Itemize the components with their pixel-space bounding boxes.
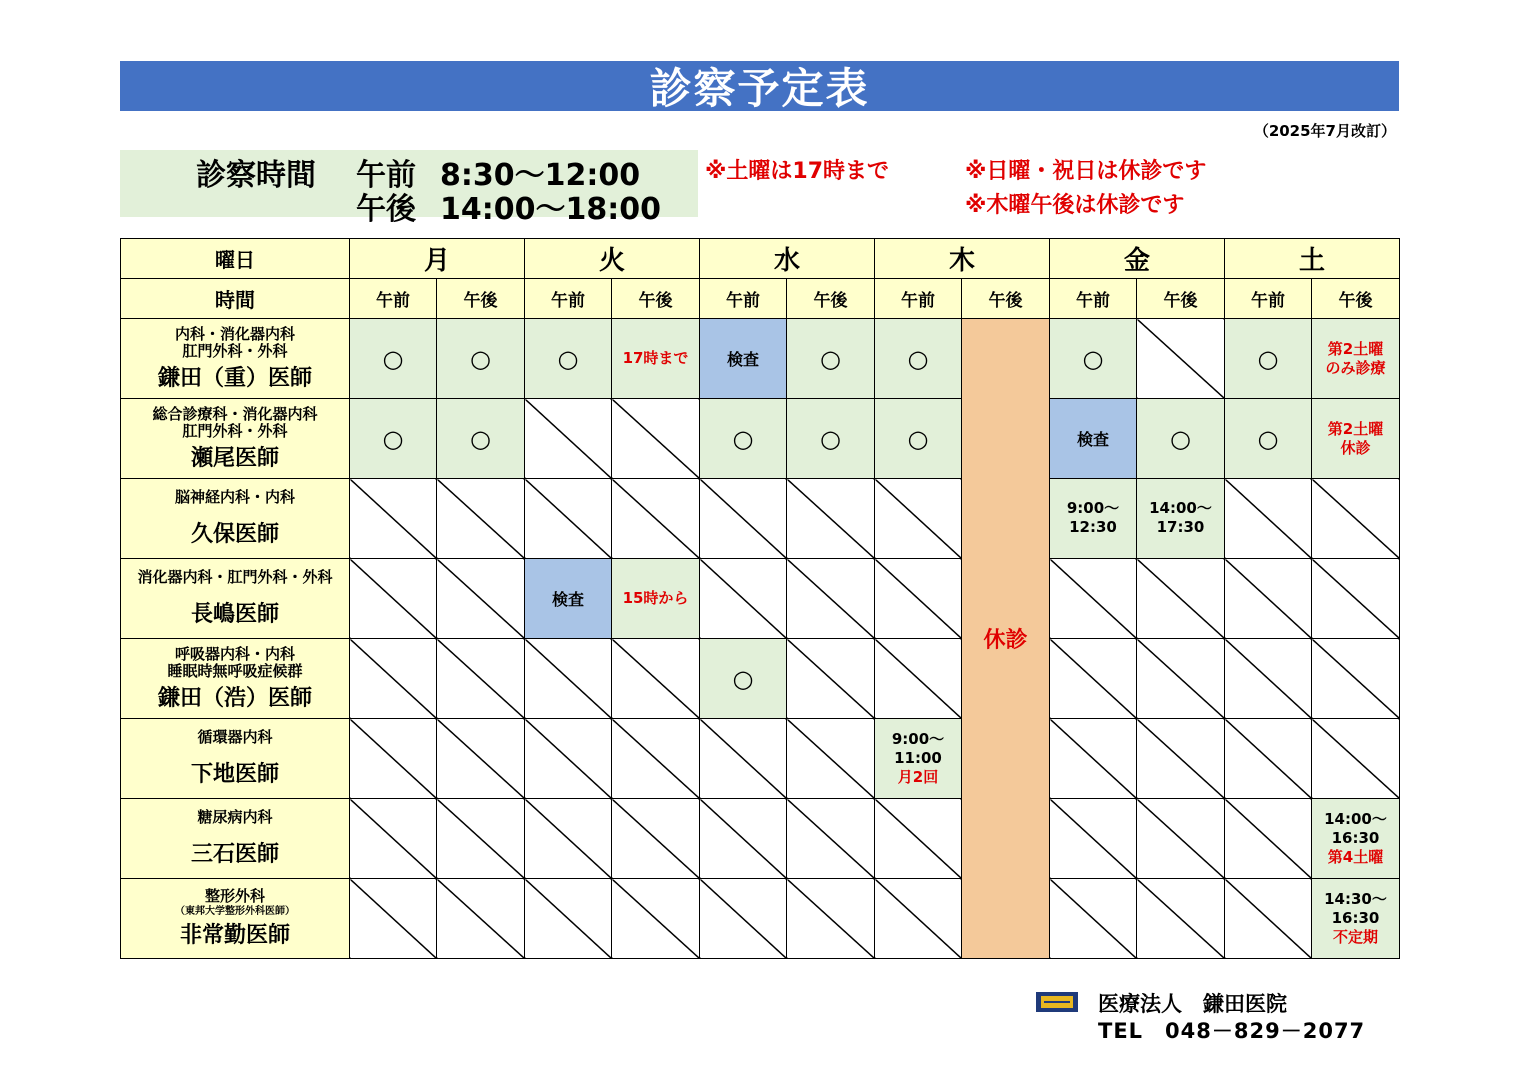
- slot-available: ○: [787, 319, 875, 399]
- day-mon: 月: [350, 239, 525, 279]
- doctor-cell: [121, 399, 350, 479]
- slot-none: [437, 479, 525, 559]
- doctor-name: 久保医師: [190, 522, 279, 548]
- doctor-dept: 肛門外科・外科: [182, 421, 288, 440]
- slot-none: [1312, 479, 1400, 559]
- doctor-dept: 糖尿病内科: [197, 808, 273, 827]
- note-line: 14:00〜: [1149, 499, 1212, 517]
- note-line: 16:30: [1331, 829, 1380, 848]
- slot-available: ○: [437, 319, 525, 399]
- doctor-cell: [121, 639, 350, 719]
- slot-none: [437, 879, 525, 959]
- slot-available: ○: [437, 399, 525, 479]
- slot-none: [612, 639, 700, 719]
- note-line: 第4土曜: [1327, 847, 1384, 866]
- slot-none: [1312, 719, 1400, 799]
- doctor-dept: 消化器内科・肛門外科・外科: [137, 568, 333, 587]
- revision-date: （2025年7月改訂）: [1253, 122, 1396, 140]
- doctor-name: 鎌田（重）医師: [157, 366, 312, 392]
- slot-none: [525, 479, 612, 559]
- note-line: のみ診療: [1325, 358, 1386, 377]
- note-line: 14:30〜: [1324, 890, 1387, 909]
- day-tue: 火: [525, 239, 700, 279]
- slot-available: ○: [1225, 319, 1312, 399]
- slot-none: [1137, 559, 1225, 639]
- slot-note: [1312, 319, 1400, 399]
- doctor-cell: [121, 799, 350, 879]
- doctor-name: 瀬尾医師: [190, 446, 279, 472]
- note-line: 12:30: [1069, 517, 1117, 536]
- slot-none: [1137, 319, 1225, 399]
- slot-none: [1050, 639, 1137, 719]
- doctor-dept: 呼吸器内科・内科: [174, 644, 295, 663]
- slot-none: [437, 559, 525, 639]
- day-header: 曜日: [121, 239, 350, 279]
- doctor-name: 長嶋医師: [190, 602, 279, 628]
- doctor-dept: 循環器内科: [197, 728, 273, 747]
- sat-pm-header: 午後: [1312, 279, 1400, 319]
- am-time: 8:30〜12:00: [440, 158, 641, 193]
- slot-none: [525, 399, 612, 479]
- slot-note: 15時から: [612, 559, 700, 639]
- notice-sunday: ※日曜・祝日は休診です: [965, 159, 1207, 184]
- doctor-name: 鎌田（浩）医師: [157, 686, 312, 712]
- thu-pm-header: 午後: [962, 279, 1050, 319]
- slot-none: [1225, 799, 1312, 879]
- thu-am-header: 午前: [875, 279, 962, 319]
- doctor-dept: 総合診療科・消化器内科: [152, 404, 318, 423]
- doctor-cell: [121, 879, 350, 959]
- schedule-table: [120, 238, 1400, 959]
- note-line: 不定期: [1332, 927, 1378, 946]
- fri-am-header: 午前: [1050, 279, 1137, 319]
- slot-available: ○: [1225, 399, 1312, 479]
- slot-none: [1137, 639, 1225, 719]
- slot-none: [1050, 799, 1137, 879]
- fri-pm-header: 午後: [1137, 279, 1225, 319]
- slot-none: [787, 879, 875, 959]
- slot-note: [1137, 479, 1225, 559]
- slot-exam: 検査: [525, 559, 612, 639]
- slot-none: [1312, 559, 1400, 639]
- slot-none: [1225, 719, 1312, 799]
- note-line: 第2土曜: [1327, 419, 1384, 438]
- doctor-name: 下地医師: [190, 762, 279, 788]
- slot-none: [525, 719, 612, 799]
- clinic-name: 医療法人 鎌田医院: [1098, 992, 1287, 1016]
- slot-none: [525, 879, 612, 959]
- slot-none: [612, 719, 700, 799]
- slot-available: ○: [1137, 399, 1225, 479]
- slot-exam: 検査: [1050, 399, 1137, 479]
- slot-none: [437, 639, 525, 719]
- slot-none: [350, 639, 437, 719]
- slot-note: [1312, 399, 1400, 479]
- doctor-dept: 肛門外科・外科: [182, 341, 288, 360]
- doctor-cell: [121, 479, 350, 559]
- slot-available: ○: [700, 399, 787, 479]
- slot-note: [875, 719, 962, 799]
- slot-available: ○: [787, 399, 875, 479]
- slot-available: ○: [525, 319, 612, 399]
- mon-am-header: 午前: [350, 279, 437, 319]
- wed-pm-header: 午後: [787, 279, 875, 319]
- slot-available: ○: [875, 399, 962, 479]
- wed-am-header: 午前: [700, 279, 787, 319]
- slot-none: [350, 559, 437, 639]
- slot-none: [1137, 879, 1225, 959]
- notice-saturday: ※土曜は17時まで: [705, 159, 890, 184]
- slot-none: [612, 399, 700, 479]
- doctor-dept: 脳神経内科・内科: [174, 488, 295, 507]
- note-line: 9:00〜: [891, 730, 945, 749]
- sat-am-header: 午前: [1225, 279, 1312, 319]
- day-fri: 金: [1050, 239, 1225, 279]
- doctor-dept: 睡眠時無呼吸症候群: [167, 661, 303, 680]
- slot-none: [350, 719, 437, 799]
- slot-none: [1225, 639, 1312, 719]
- slot-none: [700, 479, 787, 559]
- slot-none: [787, 799, 875, 879]
- slot-available: ○: [875, 319, 962, 399]
- slot-note: [1312, 879, 1400, 959]
- notice-thursday: ※木曜午後は休診です: [965, 193, 1185, 218]
- slot-none: [1050, 559, 1137, 639]
- slot-none: [1050, 719, 1137, 799]
- slot-none: [1225, 879, 1312, 959]
- tue-am-header: 午前: [525, 279, 612, 319]
- note-line: 第2土曜: [1327, 339, 1384, 358]
- note-line: 月2回: [897, 767, 939, 786]
- slot-none: [612, 879, 700, 959]
- doctor-dept: 整形外科: [204, 887, 265, 906]
- thursday-closed: 休診: [962, 319, 1050, 959]
- clinic-tel: TEL 048－829－2077: [1098, 1019, 1366, 1043]
- am-label: 午前: [356, 158, 416, 193]
- slot-none: [437, 799, 525, 879]
- doctor-cell: [121, 719, 350, 799]
- doctor-name: 三石医師: [190, 842, 279, 868]
- note-line: 11:00: [894, 749, 942, 768]
- slot-available: ○: [350, 319, 437, 399]
- note-line: 9:00〜: [1066, 499, 1120, 517]
- slot-none: [700, 559, 787, 639]
- slot-none: [875, 879, 962, 959]
- pm-label: 午後: [356, 192, 416, 227]
- clinic-logo-icon: [1036, 992, 1078, 1012]
- slot-exam: 検査: [700, 319, 787, 399]
- doctor-cell: [121, 559, 350, 639]
- doctor-dept: 内科・消化器内科: [174, 324, 295, 343]
- slot-note: 17時まで: [612, 319, 700, 399]
- day-sat: 土: [1225, 239, 1400, 279]
- slot-none: [1050, 879, 1137, 959]
- page-title: 診察予定表: [120, 61, 1399, 111]
- slot-none: [787, 559, 875, 639]
- slot-none: [437, 719, 525, 799]
- slot-available: ○: [350, 399, 437, 479]
- slot-none: [612, 479, 700, 559]
- slot-none: [787, 719, 875, 799]
- hours-label: 診察時間: [196, 158, 316, 193]
- slot-none: [875, 559, 962, 639]
- slot-none: [787, 479, 875, 559]
- slot-none: [1312, 639, 1400, 719]
- slot-none: [1137, 799, 1225, 879]
- slot-none: [700, 719, 787, 799]
- slot-none: [525, 639, 612, 719]
- slot-none: [875, 639, 962, 719]
- hours-box: [120, 150, 698, 227]
- slot-none: [700, 879, 787, 959]
- slot-available: ○: [1050, 319, 1137, 399]
- doctor-cell: [121, 319, 350, 399]
- slot-none: [350, 799, 437, 879]
- slot-none: [875, 799, 962, 879]
- slot-none: [700, 799, 787, 879]
- slot-none: [350, 479, 437, 559]
- note-line: 16:30: [1331, 909, 1380, 928]
- day-wed: 水: [700, 239, 875, 279]
- slot-none: [1137, 719, 1225, 799]
- doctor-name: 非常勤医師: [179, 923, 290, 949]
- slot-none: [350, 879, 437, 959]
- doctor-dept: （東邦大学整形外科医師）: [175, 905, 295, 917]
- note-line: 14:00〜: [1324, 810, 1387, 829]
- slot-note: [1050, 479, 1137, 559]
- slot-none: [525, 799, 612, 879]
- pm-time: 14:00〜18:00: [440, 192, 661, 227]
- slot-none: [787, 639, 875, 719]
- slot-none: [875, 479, 962, 559]
- note-line: 休診: [1340, 438, 1371, 457]
- mon-pm-header: 午後: [437, 279, 525, 319]
- tue-pm-header: 午後: [612, 279, 700, 319]
- note-line: 17:30: [1156, 517, 1205, 536]
- day-thu: 木: [875, 239, 1050, 279]
- slot-none: [1225, 559, 1312, 639]
- slot-note: [1312, 799, 1400, 879]
- slot-none: [612, 799, 700, 879]
- time-header: 時間: [121, 279, 350, 319]
- slot-none: [1225, 479, 1312, 559]
- slot-available: ○: [700, 639, 787, 719]
